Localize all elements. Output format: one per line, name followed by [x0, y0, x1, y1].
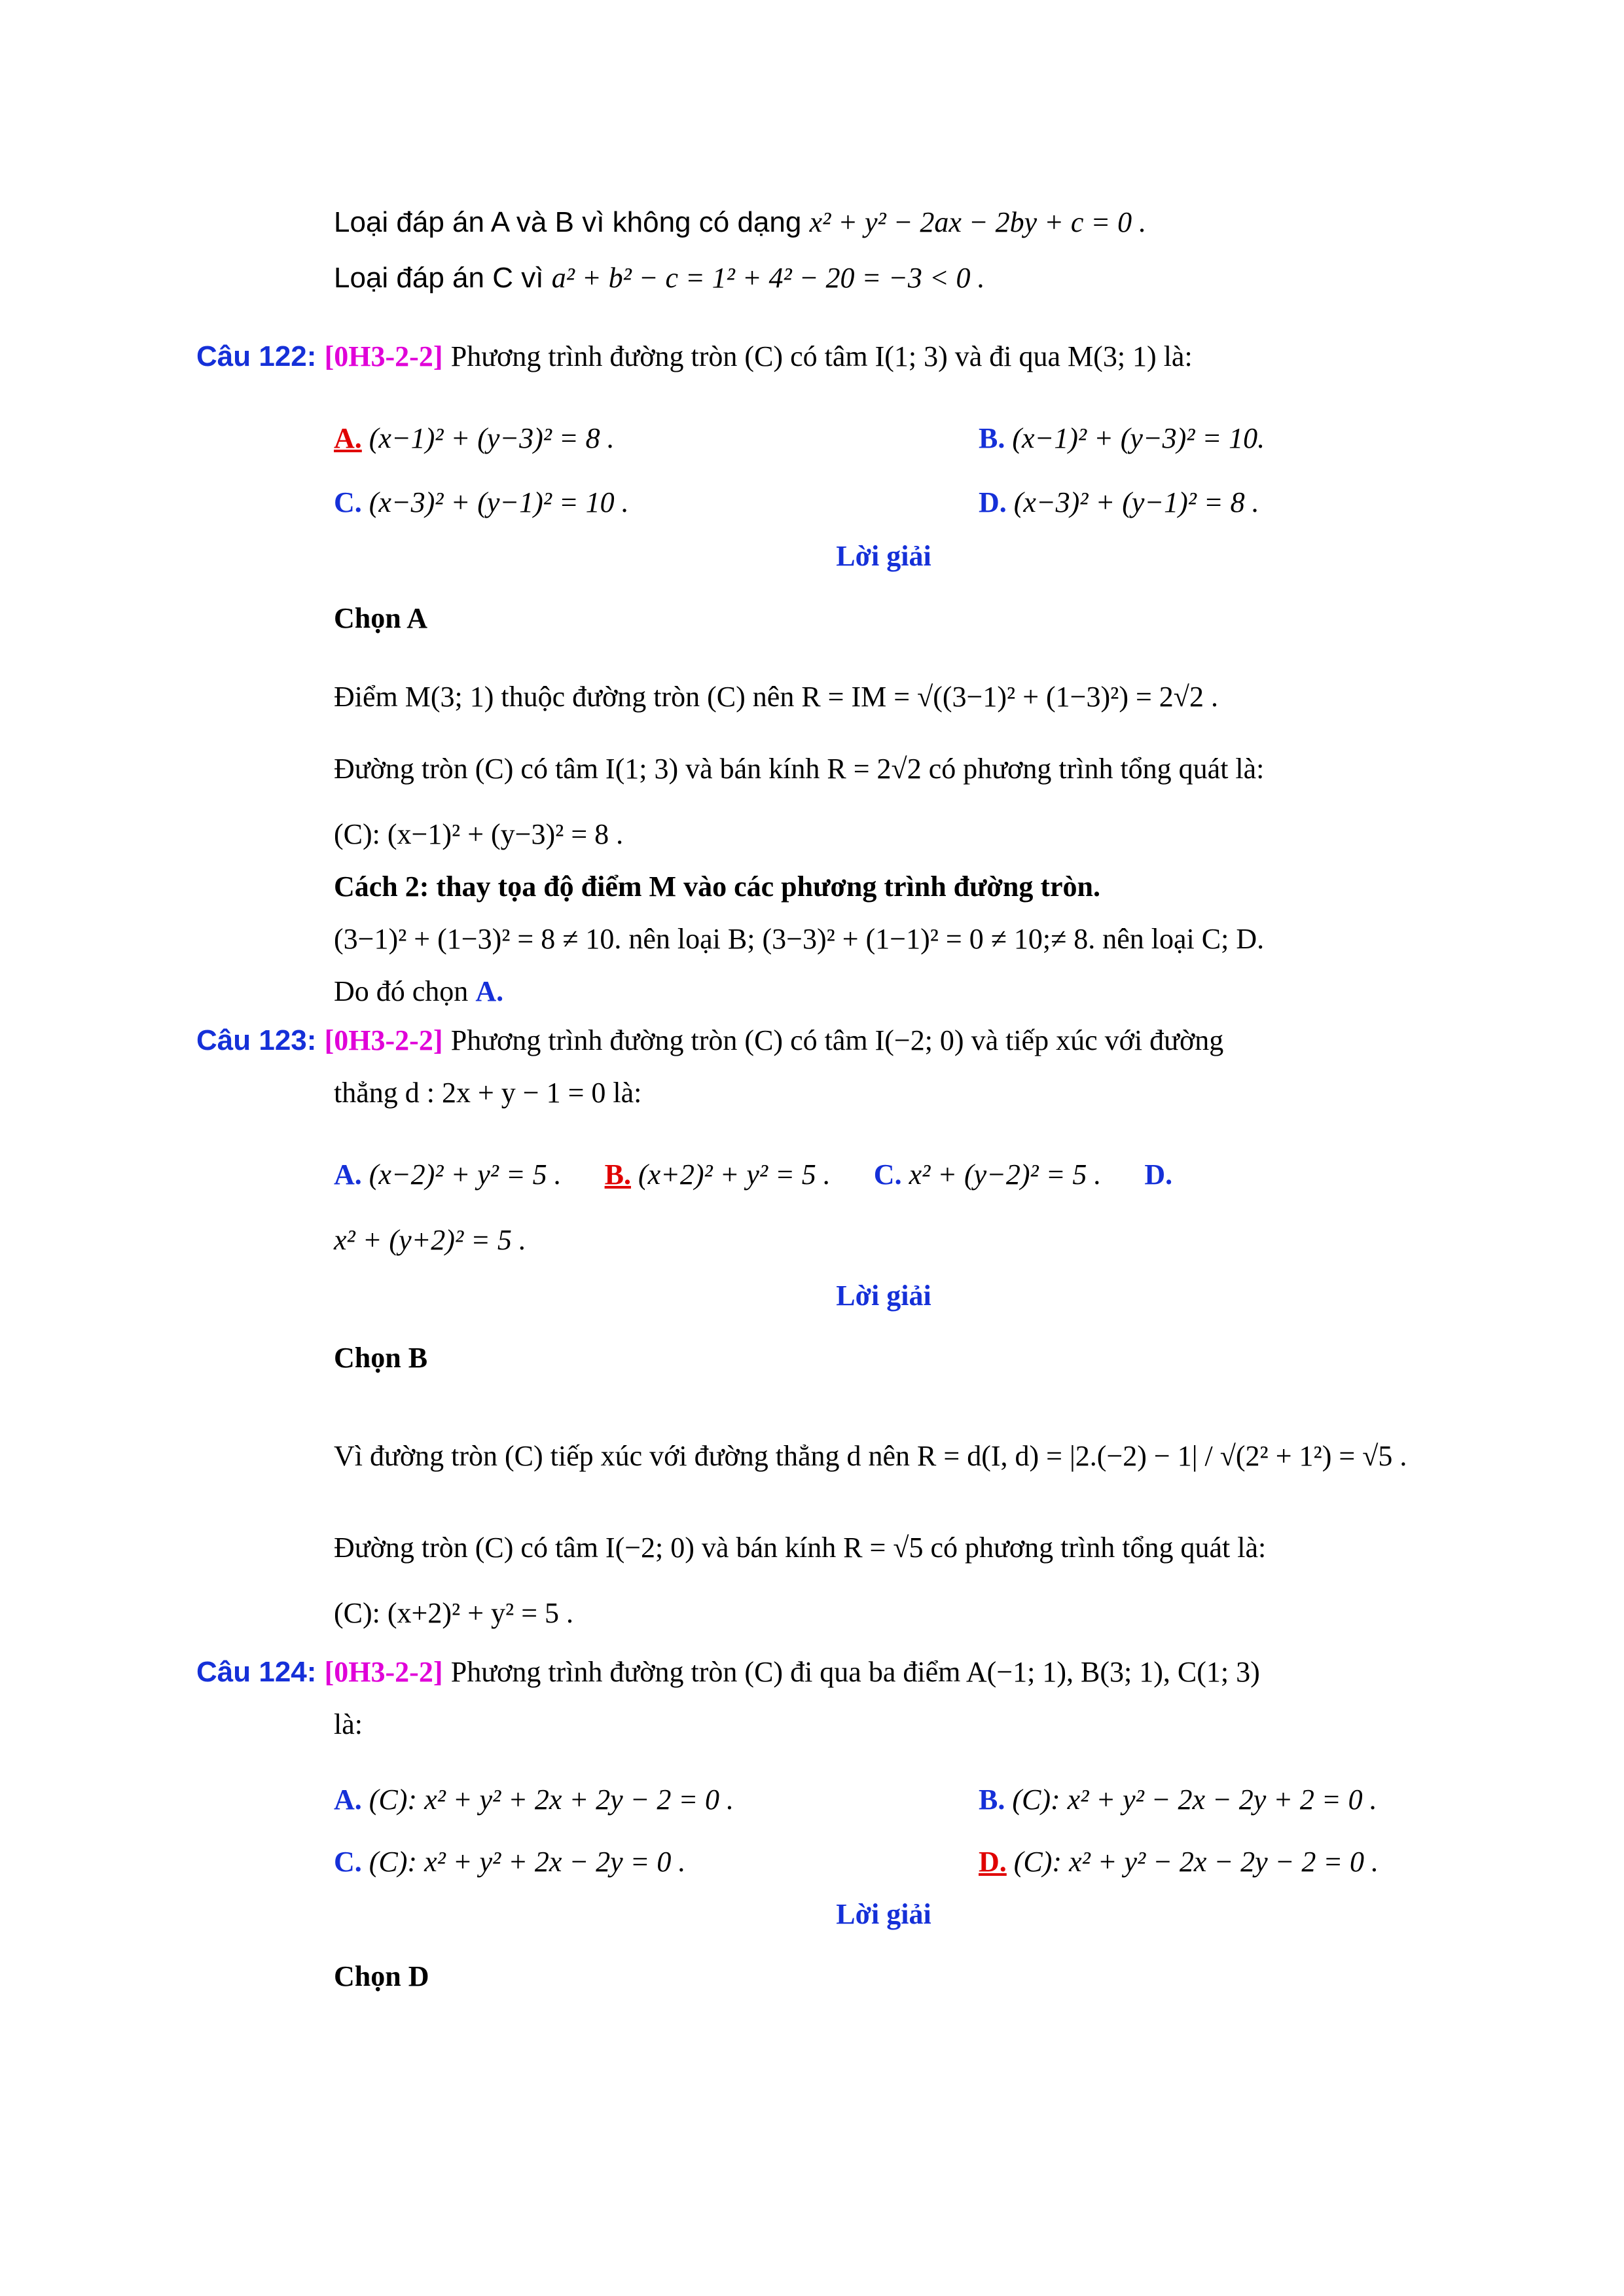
q122-conclusion: Do đó chọn A.	[334, 975, 504, 1007]
question-124-header: Câu 124: [0H3-2-2] Phương trình đường tròn (C) đi qua ba điểm A(−1; 1), B(3; 1), C(1; 3)	[196, 1656, 1260, 1688]
q123-sol-line-2: Đường tròn (C) có tâm I(−2; 0) và bán kính R = √5 có phương trình tổng quát là:	[334, 1532, 1267, 1564]
q123-option-d[interactable]: x² + (y+2)² = 5 .	[334, 1224, 526, 1256]
q123-sol-line-3: (C): (x+2)² + y² = 5 .	[334, 1597, 574, 1629]
q124-option-b[interactable]: B. (C): x² + y² − 2x − 2y + 2 = 0 .	[979, 1784, 1377, 1816]
q122-solution-heading: Lời giải	[836, 540, 931, 572]
prev-line-2: Loại đáp án C vì a² + b² − c = 1² + 4² − 20 = −3 < 0 .	[334, 262, 985, 294]
q122-sol-line-2: Đường tròn (C) có tâm I(1; 3) và bán kính R = 2√2 có phương trình tổng quát là:	[334, 753, 1265, 785]
q123-solution-heading: Lời giải	[836, 1280, 931, 1312]
q123-sol-line-1: Vì đường tròn (C) tiếp xúc với đường thẳng d nên R = d(I, d) = |2.(−2) − 1| / √(2² + 1²) = √5 .	[334, 1440, 1407, 1472]
q122-option-c[interactable]: C. (x−3)² + (y−1)² = 10 .	[334, 486, 629, 518]
q122-sol-line-3: (C): (x−1)² + (y−3)² = 8 .	[334, 818, 624, 850]
q122-choice: Chọn A	[334, 602, 428, 634]
question-123-header: Câu 123: [0H3-2-2] Phương trình đường tròn (C) có tâm I(−2; 0) và tiếp xúc với đường	[196, 1024, 1224, 1056]
q124-option-a[interactable]: A. (C): x² + y² + 2x + 2y − 2 = 0 .	[334, 1784, 734, 1816]
q122-method-2-line: (3−1)² + (1−3)² = 8 ≠ 10. nên loại B; (3−3)² + (1−1)² = 0 ≠ 10;≠ 8. nên loại C; D.	[334, 923, 1265, 955]
q123-text-line-2: thẳng d : 2x + y − 1 = 0 là:	[334, 1077, 642, 1109]
q124-solution-heading: Lời giải	[836, 1898, 931, 1930]
q122-option-d[interactable]: D. (x−3)² + (y−1)² = 8 .	[979, 486, 1259, 518]
q124-option-c[interactable]: C. (C): x² + y² + 2x − 2y = 0 .	[334, 1846, 686, 1878]
prev-line-1: Loại đáp án A và B vì không có dạng x² + y² − 2ax − 2by + c = 0 .	[334, 206, 1147, 238]
q124-text-line-2: là:	[334, 1708, 363, 1740]
q122-sol-line-1: Điểm M(3; 1) thuộc đường tròn (C) nên R = IM = √((3−1)² + (1−3)²) = 2√2 .	[334, 681, 1218, 713]
q124-choice: Chọn D	[334, 1960, 429, 1992]
q123-choice: Chọn B	[334, 1342, 428, 1374]
q122-option-b[interactable]: B. (x−1)² + (y−3)² = 10.	[979, 422, 1265, 454]
q124-option-d[interactable]: D. (C): x² + y² − 2x − 2y − 2 = 0 .	[979, 1846, 1379, 1878]
q122-option-a[interactable]: A. (x−1)² + (y−3)² = 8 .	[334, 422, 615, 454]
question-122-header: Câu 122: [0H3-2-2] Phương trình đường tròn (C) có tâm I(1; 3) và đi qua M(3; 1) là:	[196, 340, 1193, 372]
q123-options-row[interactable]: A. (x−2)² + y² = 5 . B. (x+2)² + y² = 5 . C. x² + (y−2)² = 5 . D.	[334, 1158, 1173, 1191]
q122-method-2-title: Cách 2: thay tọa độ điểm M vào các phương trình đường tròn.	[334, 870, 1101, 903]
